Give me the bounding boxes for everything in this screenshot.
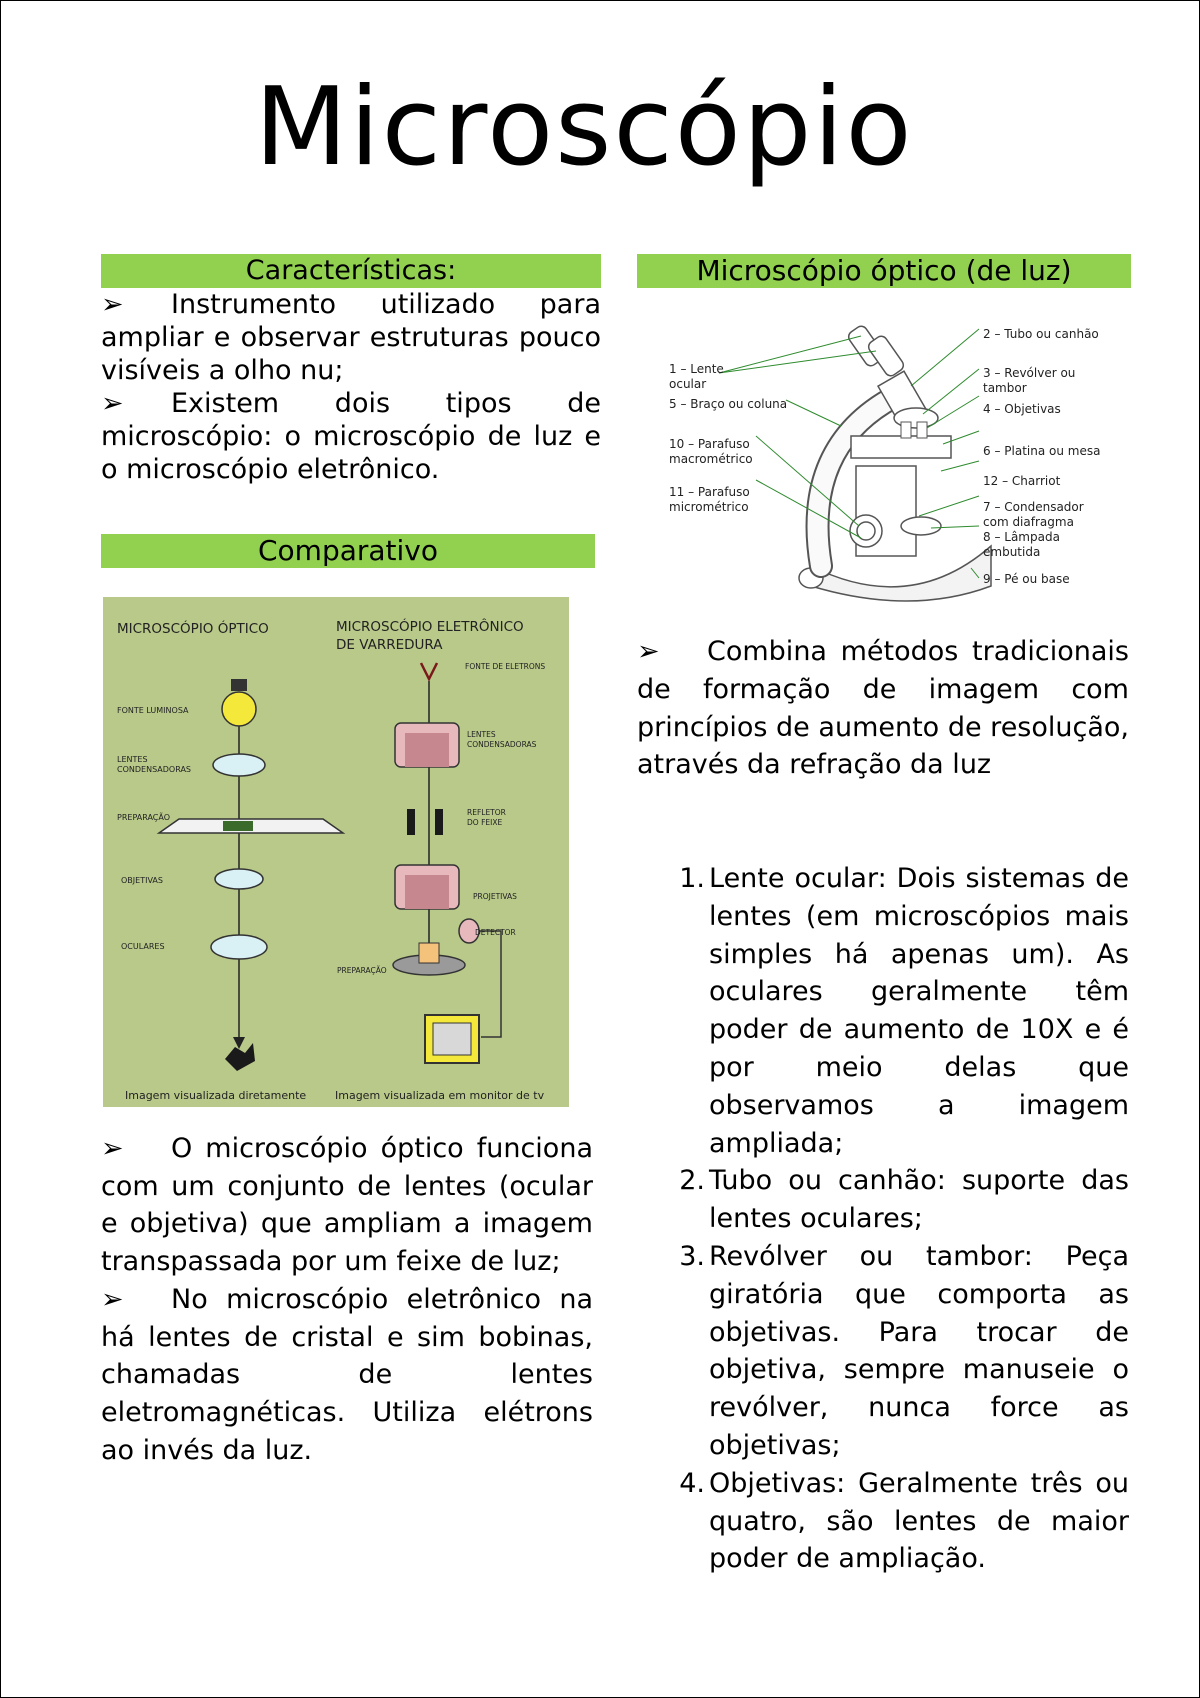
list-item: 3. Revólver ou tambor: Peça giratória que comporta as objetivas. Para trocar de objetiva, sempre manuseie o revólver, nunca force as objetivas; bbox=[679, 1240, 1129, 1461]
microscope-diagram-svg bbox=[661, 316, 1131, 611]
comparativo-diagram bbox=[103, 597, 569, 1107]
comparativo-heading-text: Comparativo bbox=[257, 534, 439, 567]
optico-parts-list bbox=[637, 860, 1129, 1578]
lamp-socket-icon bbox=[231, 679, 247, 691]
condenser-lens-icon bbox=[213, 754, 265, 776]
optico-heading-text: Microscópio óptico (de luz) bbox=[696, 254, 1072, 287]
diagram-background bbox=[103, 597, 569, 1107]
label-detector: DETECTOR bbox=[475, 928, 516, 937]
specimen-icon bbox=[223, 821, 253, 831]
label-objetivas-fig: 4 – Objetivas bbox=[983, 402, 1061, 416]
arrowhead-bullet-icon: ➢ bbox=[637, 636, 660, 667]
label-revolver-1: 3 – Revólver ou bbox=[983, 366, 1076, 380]
label-revolver-2: tambor bbox=[983, 381, 1027, 395]
label-projetivas: PROJETIVAS bbox=[473, 892, 517, 901]
caracteristicas-text bbox=[101, 288, 601, 486]
comparativo-diagram-svg bbox=[103, 597, 569, 1107]
optico-heading bbox=[637, 254, 1131, 288]
label-parafuso-micro-2: micrométrico bbox=[669, 500, 749, 514]
label-oculares: OCULARES bbox=[121, 942, 165, 951]
deflector-left-icon bbox=[407, 809, 415, 835]
lamp-bulb-icon bbox=[222, 692, 256, 726]
label-fonte-eletrons: FONTE DE ELETRONS bbox=[465, 662, 546, 671]
list-item: 1. Lente ocular: Dois sistemas de lentes (em microscópios mais simples há apenas um). As oculares geralmente têm poder de aumento de 10X e é por meio delas que observamos a imagem ampliada; bbox=[679, 863, 1129, 1159]
label-condensadoras-e: CONDENSADORAS bbox=[467, 740, 537, 749]
label-lentes-e: LENTES bbox=[467, 730, 496, 739]
deflector-right-icon bbox=[435, 809, 443, 835]
label-condensador-2: com diafragma bbox=[983, 515, 1074, 529]
label-platina: 6 – Platina ou mesa bbox=[983, 444, 1101, 458]
stage-icon bbox=[851, 436, 951, 458]
page-title: Microscópio bbox=[254, 65, 914, 190]
arrowhead-bullet-icon: ➢ bbox=[101, 1133, 124, 1164]
label-fonte-luminosa: FONTE LUMINOSA bbox=[117, 706, 189, 715]
comparativo-heading bbox=[101, 534, 595, 568]
label-lampada-2: embutida bbox=[983, 545, 1041, 559]
comparativo-item: ➢ No microscópio eletrônico na há lentes de cristal e sim bobinas, chamadas de lentes eletromagnéticas. Utiliza elétrons ao invés da luz. bbox=[101, 1281, 593, 1470]
tv-screen-icon bbox=[433, 1023, 471, 1055]
label-lampada-1: 8 – Lâmpada bbox=[983, 530, 1060, 544]
comparativo-item: ➢ O microscópio óptico funciona com um conjunto de lentes (ocular e objetiva) que ampliam a imagem transpassada por um feixe de luz; bbox=[101, 1130, 593, 1281]
ocular-lens-icon bbox=[211, 935, 267, 959]
label-lente-ocular-2: ocular bbox=[669, 377, 707, 391]
label-pe: 9 – Pé ou base bbox=[983, 572, 1070, 586]
list-item: 2. Tubo ou canhão: suporte das lentes oculares; bbox=[679, 1165, 1129, 1235]
optico-column-title: MICROSCÓPIO ÓPTICO bbox=[117, 621, 269, 637]
label-preparacao-e: PREPARAÇÃO bbox=[337, 966, 387, 975]
caption-optico: Imagem visualizada diretamente bbox=[125, 1089, 307, 1102]
label-preparacao: PREPARAÇÃO bbox=[117, 813, 171, 822]
caracteristicas-heading-text: Características: bbox=[245, 255, 457, 286]
microscope-diagram bbox=[661, 316, 1131, 611]
objective-lens-1-icon bbox=[901, 422, 911, 438]
condenser-coil-core bbox=[405, 733, 449, 767]
projective-coil-core bbox=[405, 875, 449, 909]
objective-lens-icon bbox=[215, 869, 263, 889]
arrowhead-bullet-icon: ➢ bbox=[101, 388, 124, 419]
arrowhead-bullet-icon: ➢ bbox=[101, 289, 124, 320]
caracteristicas-heading bbox=[101, 254, 601, 288]
label-tubo: 2 – Tubo ou canhão bbox=[983, 327, 1099, 341]
arrowhead-bullet-icon: ➢ bbox=[101, 1283, 124, 1315]
label-condensadoras: CONDENSADORAS bbox=[117, 765, 192, 774]
caracteristicas-item: ➢ Instrumento utilizado para ampliar e observar estruturas pouco visíveis a olho nu; bbox=[101, 289, 601, 386]
eletronico-column-subtitle: DE VARREDURA bbox=[336, 637, 443, 653]
caption-eletronico: Imagem visualizada em monitor de tv bbox=[335, 1089, 545, 1102]
label-parafuso-macro-2: macrométrico bbox=[669, 452, 753, 466]
objective-lens-2-icon bbox=[917, 422, 927, 438]
label-condensador-1: 7 – Condensador bbox=[983, 500, 1084, 514]
label-lentes: LENTES bbox=[117, 755, 148, 764]
comparativo-text bbox=[101, 1130, 593, 1469]
lamp-housing-icon bbox=[901, 517, 941, 535]
label-charriot: 12 – Charriot bbox=[983, 474, 1061, 488]
label-objetivas: OBJETIVAS bbox=[121, 876, 163, 885]
sample-icon bbox=[419, 943, 439, 963]
label-lente-ocular-1: 1 – Lente bbox=[669, 362, 724, 376]
label-parafuso-macro-1: 10 – Parafuso bbox=[669, 437, 750, 451]
list-item: 4. Objetivas: Geralmente três ou quatro, são lentes de maior poder de ampliação. bbox=[679, 1467, 1129, 1575]
optico-intro: ➢ Combina métodos tradicionais de formação de imagem com princípios de aumento de resolução, através da refração da luz bbox=[637, 633, 1129, 784]
label-do-feixe: DO FEIXE bbox=[467, 818, 503, 827]
eletronico-column-title: MICROSCÓPIO ELETRÔNICO bbox=[336, 619, 524, 635]
label-refletor: REFLETOR bbox=[467, 808, 506, 817]
caracteristicas-item: ➢ Existem dois tipos de microscópio: o microscópio de luz e o microscópio eletrônico. bbox=[101, 388, 601, 485]
label-parafuso-micro-1: 11 – Parafuso bbox=[669, 485, 750, 499]
label-braco: 5 – Braço ou coluna bbox=[669, 397, 788, 411]
